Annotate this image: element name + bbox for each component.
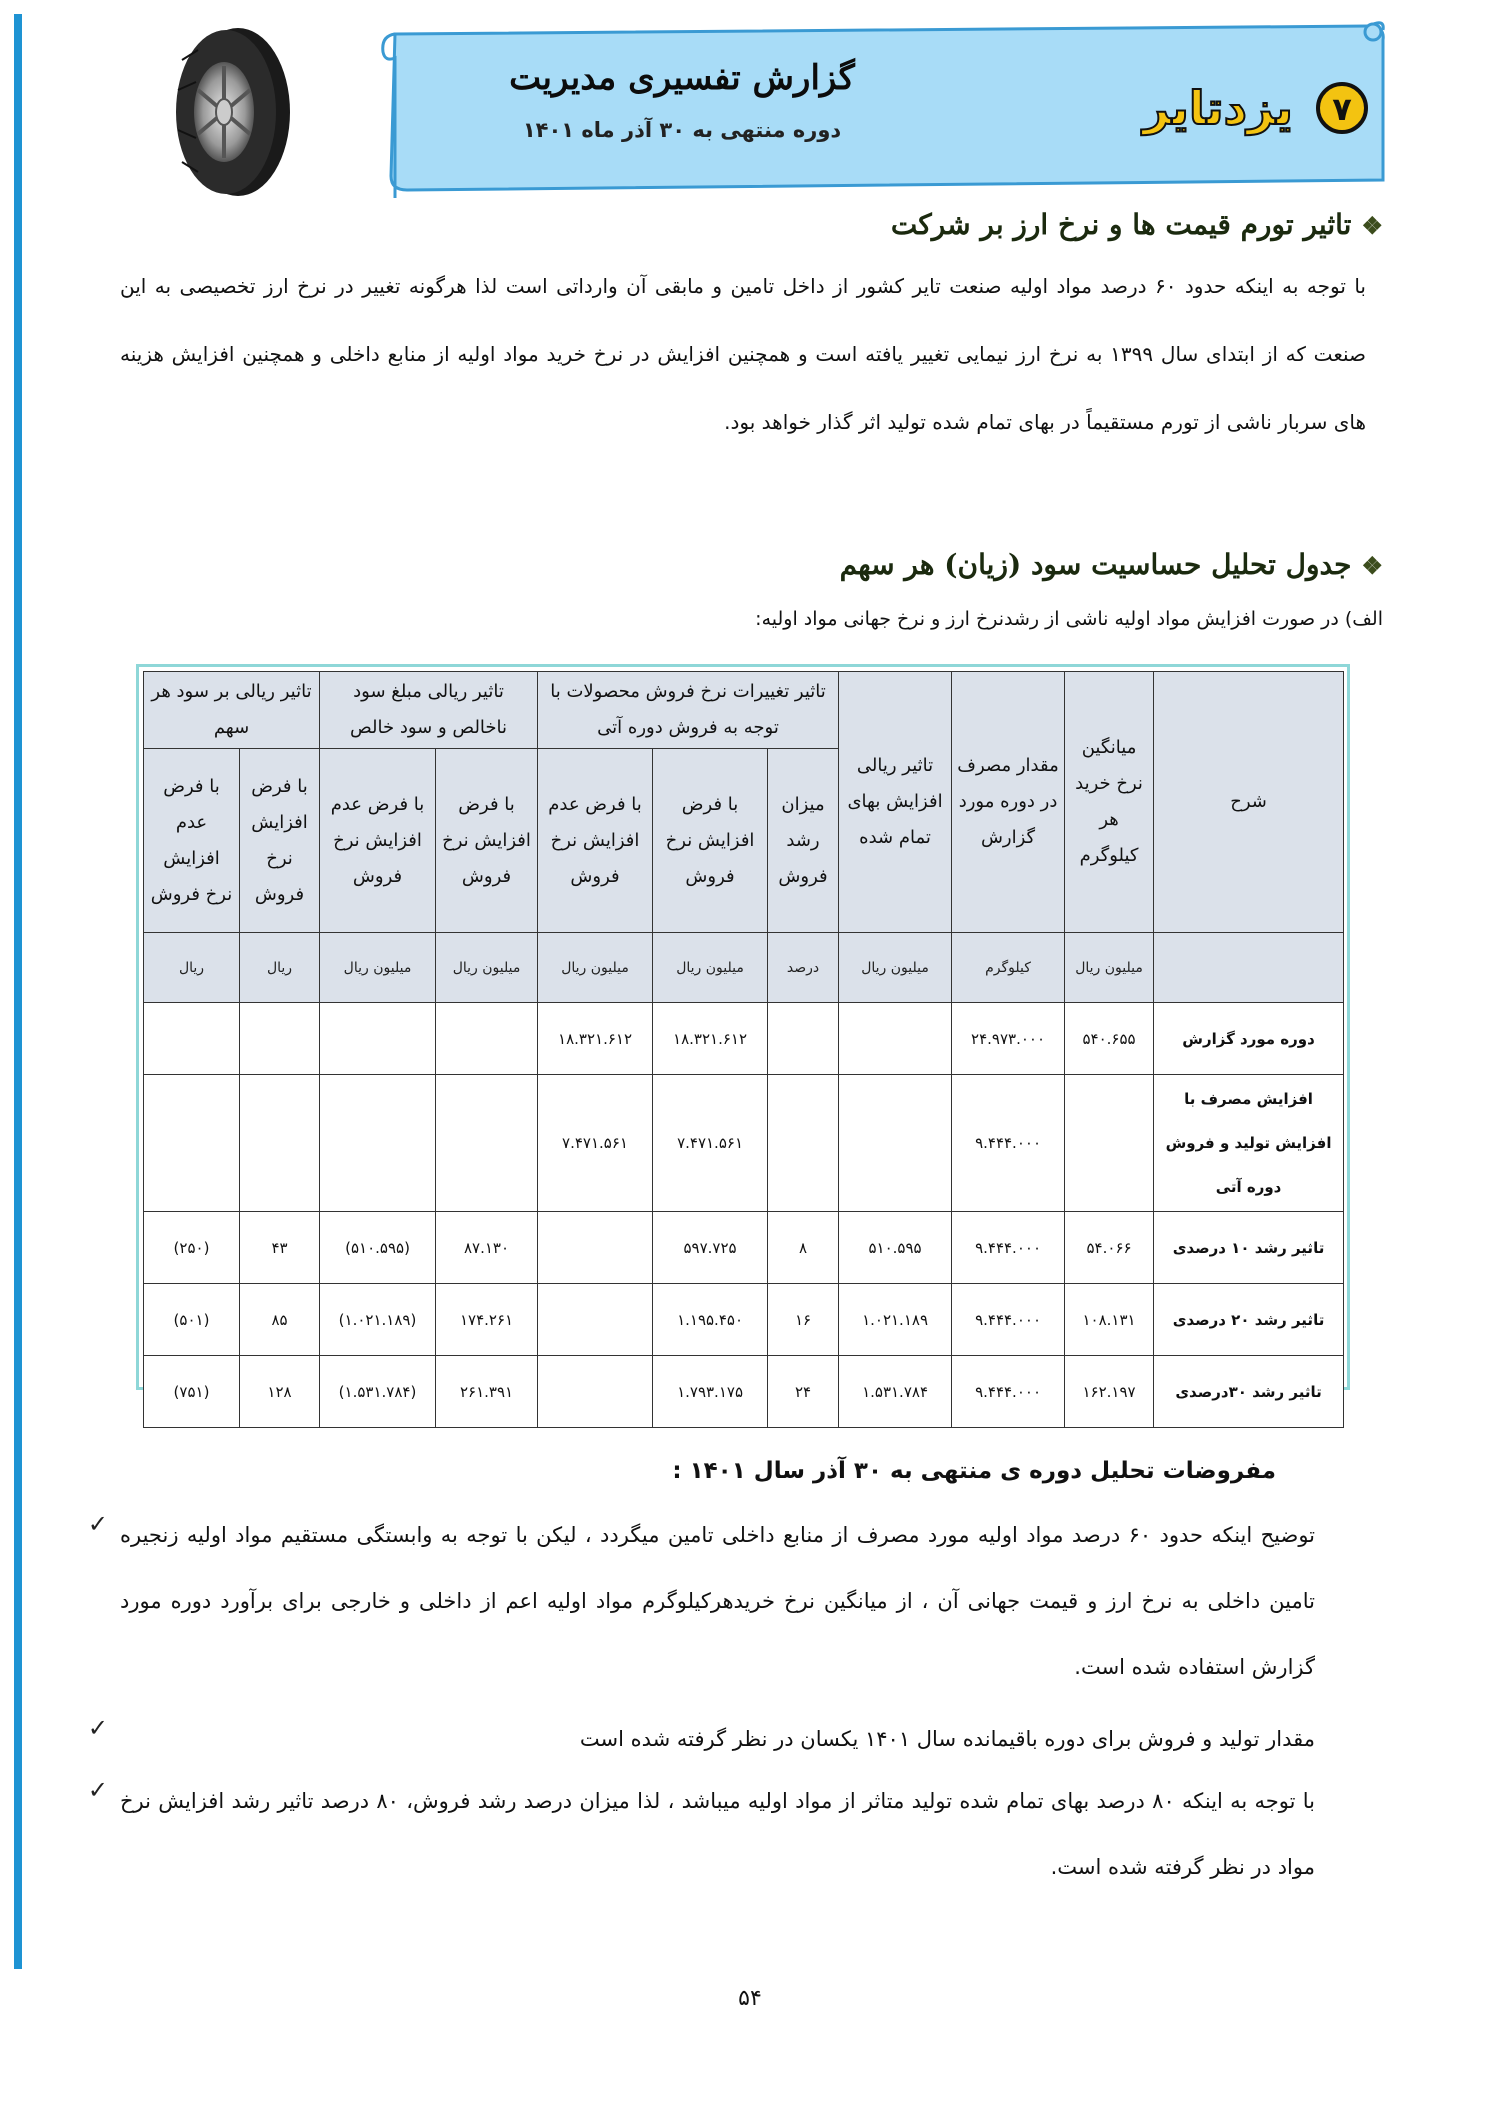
report-period: دوره منتهی به ۳۰ آذر ماه ۱۴۰۱ (522, 118, 842, 142)
cell-eps-with: ۱۲۸ (240, 1356, 320, 1428)
cell-without-increase: ۷.۴۷۱.۵۶۱ (538, 1075, 653, 1212)
col-eps-without: با فرض عدم افزایش نرخ فروش (144, 749, 240, 933)
table-row (144, 1075, 1344, 1212)
cell-eps-without: (۲۵۰) (144, 1212, 240, 1284)
cell-without-increase (538, 1284, 653, 1356)
cell-gp-with: ۸۷.۱۳۰ (436, 1212, 538, 1284)
cell-growth-pct (768, 1075, 839, 1212)
cell-cost-effect (839, 1003, 952, 1075)
cell-with-increase: ۱.۷۹۳.۱۷۵ (653, 1356, 768, 1428)
cell-cost-effect: ۱.۵۳۱.۷۸۴ (839, 1356, 952, 1428)
cell-growth-pct: ۲۴ (768, 1356, 839, 1428)
unit-cell: میلیون ریال (320, 933, 436, 1003)
cell-growth-pct: ۸ (768, 1212, 839, 1284)
cell-without-increase (538, 1212, 653, 1284)
cell-without-increase (538, 1356, 653, 1428)
unit-cell: میلیون ریال (839, 933, 952, 1003)
cell-gp-without (320, 1075, 436, 1212)
cell-with-increase: ۵۹۷.۷۲۵ (653, 1212, 768, 1284)
page-accent-bar (14, 14, 22, 1969)
cell-with-increase: ۷.۴۷۱.۵۶۱ (653, 1075, 768, 1212)
cell-gp-with: ۲۶۱.۳۹۱ (436, 1356, 538, 1428)
cell-with-increase: ۱.۱۹۵.۴۵۰ (653, 1284, 768, 1356)
cell-gp-with (436, 1075, 538, 1212)
diamond-bullet-icon: ❖ (1361, 211, 1383, 240)
col-with-increase: با فرض افزایش نرخ فروش (653, 749, 768, 933)
table-row (144, 1356, 1344, 1428)
row-label: تاثیر رشد ۲۰ درصدی (1154, 1284, 1344, 1356)
tire-image (168, 20, 296, 200)
assumption-item: مقدار تولید و فروش برای دوره باقیمانده سال ۱۴۰۱ یکسان در نظر گرفته شده است (579, 1727, 1315, 1751)
col-consumption: مقدار مصرف در دوره مورد گزارش (952, 672, 1065, 933)
cell-eps-with: ۴۳ (240, 1212, 320, 1284)
cell-avg-price: ۱۰۸.۱۳۱ (1065, 1284, 1154, 1356)
col-avg-price: میانگین نرخ خرید هر کیلوگرم (1065, 672, 1154, 933)
unit-cell: ریال (240, 933, 320, 1003)
cell-gp-without: (۱.۰۲۱.۱۸۹) (320, 1284, 436, 1356)
cell-eps-without (144, 1003, 240, 1075)
table-note: الف) در صورت افزایش مواد اولیه ناشی از رشدنرخ ارز و نرخ جهانی مواد اولیه: (755, 608, 1383, 630)
cell-consumption: ۹.۴۴۴.۰۰۰ (952, 1284, 1065, 1356)
cell-eps-with (240, 1003, 320, 1075)
sensitivity-table-frame (136, 664, 1350, 1401)
diamond-bullet-icon: ❖ (1361, 551, 1383, 580)
unit-cell: میلیون ریال (436, 933, 538, 1003)
cell-eps-without: (۷۵۱) (144, 1356, 240, 1428)
cell-with-increase: ۱۸.۳۲۱.۶۱۲ (653, 1003, 768, 1075)
col-gp-with: با فرض افزایش نرخ فروش (436, 749, 538, 933)
cell-gp-without: (۵۱۰.۵۹۵) (320, 1212, 436, 1284)
assumption-item: با توجه به اینکه ۸۰ درصد بهای تمام شده تولید متاثر از مواد اولیه میباشد ، لذا میزان درصد رشد فروش، ۸۰ درصد تاثیر رشد افزایش نرخ مواد در نظر گرفته شده است. (120, 1789, 1315, 1879)
row-label: دوره مورد گزارش (1154, 1003, 1344, 1075)
logo-badge: ۷ (1332, 90, 1352, 128)
cell-cost-effect (839, 1075, 952, 1212)
cell-cost-effect: ۱.۰۲۱.۱۸۹ (839, 1284, 952, 1356)
cell-avg-price: ۵۴۰.۶۵۵ (1065, 1003, 1154, 1075)
table-row (144, 1284, 1344, 1356)
check-icon: ✓ (87, 1510, 108, 1538)
unit-cell: میلیون ریال (538, 933, 653, 1003)
group-eps: تاثیر ریالی بر سود هر سهم (144, 672, 320, 749)
company-logo (1110, 68, 1372, 148)
cell-gp-without (320, 1003, 436, 1075)
cell-gp-with (436, 1003, 538, 1075)
row-label: تاثیر رشد ۳۰درصدی (1154, 1356, 1344, 1428)
cell-growth-pct (768, 1003, 839, 1075)
col-without-increase: با فرض عدم افزایش نرخ فروش (538, 749, 653, 933)
section-heading-inflation: ❖تاثیر تورم قیمت ها و نرخ ارز بر شرکت (890, 208, 1383, 241)
cell-avg-price: ۵۴.۰۶۶ (1065, 1212, 1154, 1284)
unit-cell: درصد (768, 933, 839, 1003)
cell-eps-with (240, 1075, 320, 1212)
col-growth-pct: میزان رشد فروش (768, 749, 839, 933)
sensitivity-table (143, 671, 1344, 1428)
group-gross-profit: تاثیر ریالی مبلغ سود ناخالص و سود خالص (320, 672, 538, 749)
cell-avg-price: ۱۶۲.۱۹۷ (1065, 1356, 1154, 1428)
cell-without-increase: ۱۸.۳۲۱.۶۱۲ (538, 1003, 653, 1075)
unit-cell: ریال (144, 933, 240, 1003)
check-icon: ✓ (87, 1776, 108, 1804)
cell-avg-price (1065, 1075, 1154, 1212)
cell-consumption: ۹.۴۴۴.۰۰۰ (952, 1212, 1065, 1284)
page-number: ۵۴ (738, 1986, 762, 2011)
cell-cost-effect: ۵۱۰.۵۹۵ (839, 1212, 952, 1284)
table-row (144, 1212, 1344, 1284)
cell-gp-with: ۱۷۴.۲۶۱ (436, 1284, 538, 1356)
row-label: تاثیر رشد ۱۰ درصدی (1154, 1212, 1344, 1284)
report-title: گزارش تفسیری مدیریت (509, 58, 855, 98)
inflation-paragraph: با توجه به اینکه حدود ۶۰ درصد مواد اولیه صنعت تایر کشور از داخل تامین و مابقی آن وارداتی است لذا هرگونه تغییر در نرخ ارز تخصیصی به این صنعت که از ابتدای سال ۱۳۹۹ به نرخ ارز نیمایی تغییر یافته است و همچنین افزایش در نرخ خرید مواد اولیه از منابع داخلی و همچنین افزایش هزینه های سربار ناشی از تورم مستقیماً در بهای تمام شده تولید اثر گذار خواهد بود. (120, 274, 1366, 434)
cell-eps-without (144, 1075, 240, 1212)
col-desc: شرح (1154, 672, 1344, 933)
unit-cell: میلیون ریال (1065, 933, 1154, 1003)
cell-consumption: ۹.۴۴۴.۰۰۰ (952, 1356, 1065, 1428)
section-heading-sensitivity: ❖جدول تحلیل حساسیت سود (زیان) هر سهم (839, 548, 1383, 581)
col-cost-effect: تاثیر ریالی افزایش بهای تمام شده (839, 672, 952, 933)
col-eps-with: با فرض افزایش نرخ فروش (240, 749, 320, 933)
group-sales-rate: تاثیر تغییرات نرخ فروش محصولات با توجه به فروش دوره آتی (538, 672, 839, 749)
unit-cell: میلیون ریال (653, 933, 768, 1003)
check-icon: ✓ (87, 1714, 108, 1742)
table-row (144, 1003, 1344, 1075)
assumption-item: توضیح اینکه حدود ۶۰ درصد مواد اولیه مورد مصرف از منابع داخلی تامین میگردد ، لیکن با توجه به وابستگی مستقیم مواد اولیه زنجیره تامین داخلی به نرخ ارز و قیمت جهانی آن ، از میانگین نرخ خریدهرکیلوگرم مواد اولیه اعم از داخلی و خارجی برای برآورد دوره مورد گزارش استفاده شده است. (120, 1523, 1316, 1679)
logo-wordmark: یزدتایر (1143, 81, 1293, 135)
row-label: افزایش مصرف با افزایش تولید و فروش دوره آتی (1154, 1075, 1344, 1212)
cell-consumption: ۹.۴۴۴.۰۰۰ (952, 1075, 1065, 1212)
unit-desc (1154, 933, 1344, 1003)
cell-eps-without: (۵۰۱) (144, 1284, 240, 1356)
cell-growth-pct: ۱۶ (768, 1284, 839, 1356)
cell-consumption: ۲۴.۹۷۳.۰۰۰ (952, 1003, 1065, 1075)
unit-cell: کیلوگرم (952, 933, 1065, 1003)
cell-gp-without: (۱.۵۳۱.۷۸۴) (320, 1356, 436, 1428)
cell-eps-with: ۸۵ (240, 1284, 320, 1356)
col-gp-without: با فرض عدم افزایش نرخ فروش (320, 749, 436, 933)
assumptions-title: مفروضات تحلیل دوره ی منتهی به ۳۰ آذر سال ۱۴۰۱ : (672, 1458, 1276, 1484)
